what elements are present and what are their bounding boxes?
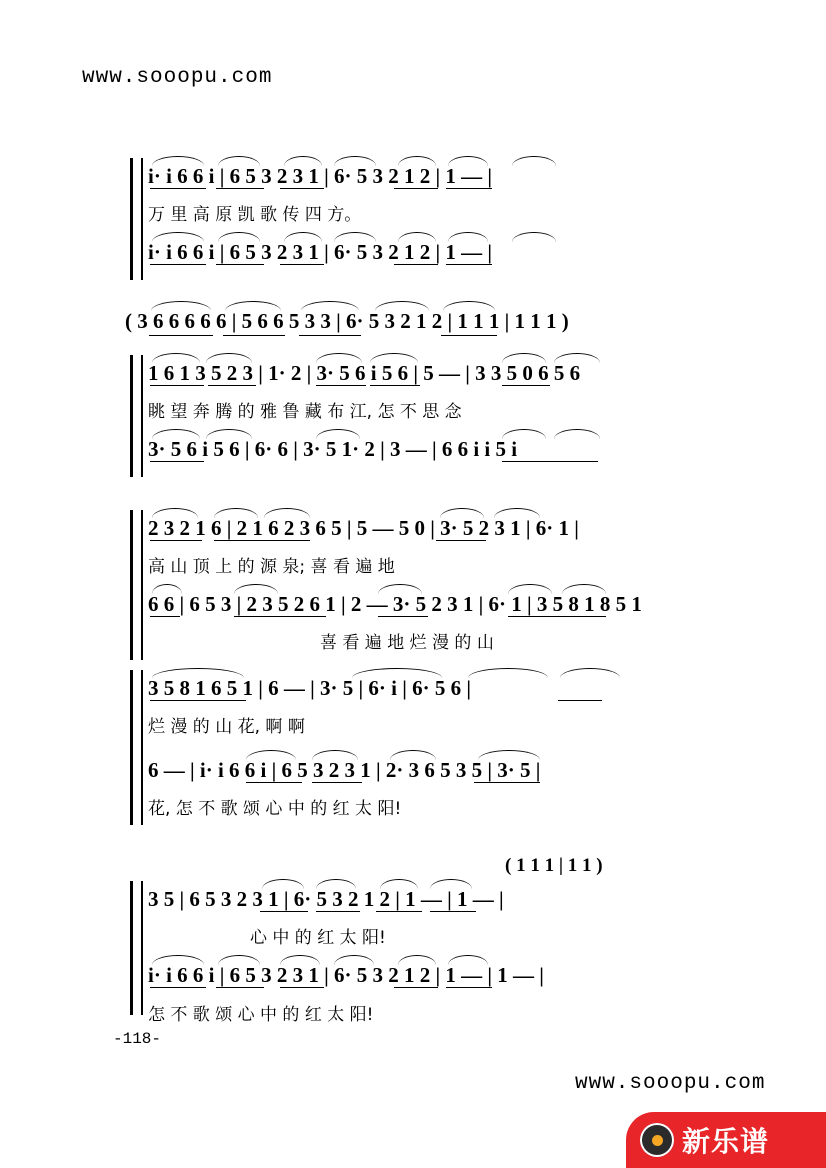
beam-line xyxy=(216,264,264,265)
slur-arc xyxy=(380,879,418,889)
beam-line xyxy=(502,461,598,462)
slur-arc xyxy=(512,156,556,166)
slur-arc xyxy=(284,232,322,242)
system-1-voice-1: i· i 6 6 i | 6 5 3 2 3 1 | 6· 5 3 2 1 2 | 1 — | xyxy=(148,164,493,188)
score-system-3 xyxy=(130,355,710,477)
score-system-2 xyxy=(125,305,720,341)
beam-line xyxy=(280,188,324,189)
slur-arc xyxy=(280,955,320,965)
slur-arc xyxy=(152,584,182,594)
slur-arc xyxy=(448,955,488,965)
slur-arc xyxy=(218,232,260,242)
watermark-bottom: www.sooopu.com xyxy=(575,1072,766,1095)
beam-line xyxy=(378,616,428,617)
score-system-6 xyxy=(130,855,710,1025)
system-5-lyrics-2: 花, 怎 不 歌 颂 心 中 的 红 太 阳! xyxy=(148,799,402,819)
page-number: -118- xyxy=(113,1030,162,1048)
system-6-lyrics-2: 怎 不 歌 颂 心 中 的 红 太 阳! xyxy=(148,1005,374,1025)
slur-arc xyxy=(334,156,376,166)
beam-line xyxy=(474,782,540,783)
beam-line xyxy=(316,911,360,912)
watermark-top: www.sooopu.com xyxy=(82,66,273,89)
score-system-5 xyxy=(130,670,710,825)
slur-arc xyxy=(448,156,488,166)
slur-arc xyxy=(316,429,360,439)
beam-line xyxy=(280,987,324,988)
slur-arc xyxy=(152,156,204,166)
beam-line xyxy=(246,782,302,783)
slur-arc xyxy=(262,879,304,889)
beam-line xyxy=(502,385,550,386)
beam-line xyxy=(150,540,202,541)
slur-arc xyxy=(440,508,484,518)
slur-arc xyxy=(554,353,600,363)
slur-arc xyxy=(560,668,620,678)
slur-arc xyxy=(502,429,546,439)
beam-line xyxy=(214,540,310,541)
record-disc-icon xyxy=(640,1123,674,1157)
system-4-voice-1: 2 3 2 1 6 | 2 1 6 2 3 6 5 | 5 — 5 0 | 3· 5 2 3 1 | 6· 1 | xyxy=(148,516,579,540)
slur-arc xyxy=(448,232,488,242)
slur-arc xyxy=(152,353,200,363)
slur-arc xyxy=(370,353,418,363)
beam-line xyxy=(150,987,206,988)
slur-arc xyxy=(398,955,436,965)
beam-line xyxy=(223,335,285,336)
slur-arc xyxy=(312,750,358,760)
slur-arc xyxy=(478,750,540,760)
beam-line xyxy=(312,782,362,783)
system-3-lyrics: 眺 望 奔 腾 的 雅 鲁 藏 布 江, 怎 不 思 念 xyxy=(148,402,462,422)
system-brace xyxy=(130,510,143,660)
beam-line xyxy=(446,987,492,988)
slur-arc xyxy=(508,584,552,594)
slur-arc xyxy=(246,750,296,760)
beam-line xyxy=(150,188,206,189)
system-4-voice-2: 6 6 | 6 5 3 | 2 3 5 2 6 1 | 2 — 3· 5 2 3 1 | 6· 1 | 3 5 8 1 8 5 1 xyxy=(148,592,642,616)
beam-line xyxy=(150,461,204,462)
system-3-voice-2: 3· 5 6 i 5 6 | 6· 6 | 3· 5 1· 2 | 3 — | 6 6 i i 5 i xyxy=(148,437,518,461)
system-5-voice-2: 6 — | i· i 6 6 i | 6 5 3 2 3 1 | 2· 3 6 5 3 5 | 3· 5 | xyxy=(148,758,541,782)
beam-line xyxy=(299,335,361,336)
logo-label: 新乐谱 xyxy=(682,1125,770,1158)
slur-arc xyxy=(316,879,356,889)
slur-arc xyxy=(152,508,198,518)
slur-arc xyxy=(378,584,422,594)
beam-line xyxy=(150,385,204,386)
beam-line xyxy=(150,616,180,617)
slur-arc xyxy=(512,232,556,242)
slur-arc xyxy=(284,156,322,166)
slur-arc xyxy=(152,429,200,439)
system-1-lyrics: 万 里 高 原 凯 歌 传 四 方。 xyxy=(148,205,362,225)
site-logo xyxy=(626,1112,826,1168)
beam-line xyxy=(208,385,256,386)
slur-arc xyxy=(214,508,258,518)
beam-line xyxy=(436,540,486,541)
beam-line xyxy=(150,264,206,265)
slur-arc xyxy=(218,955,260,965)
beam-line xyxy=(316,385,366,386)
beam-line xyxy=(376,911,422,912)
slur-arc xyxy=(502,353,546,363)
beam-line xyxy=(216,188,264,189)
system-5-lyrics-1: 烂 漫 的 山 花, 啊 啊 xyxy=(148,717,305,737)
system-brace xyxy=(130,670,143,825)
system-brace xyxy=(130,158,143,280)
beam-line xyxy=(394,264,438,265)
system-brace xyxy=(130,355,143,477)
system-6-voice-1: 3 5 | 6 5 3 2 3 1 | 6· 5 3 2 1 2 | 1 — | 1 — | xyxy=(148,887,504,911)
system-1-voice-2: i· i 6 6 i | 6 5 3 2 3 1 | 6· 5 3 2 1 2 | 1 — | xyxy=(148,240,493,264)
beam-line xyxy=(558,700,602,701)
slur-arc xyxy=(554,429,600,439)
slur-arc xyxy=(334,232,376,242)
system-brace xyxy=(130,881,143,1015)
beam-line xyxy=(280,264,324,265)
beam-line xyxy=(446,264,492,265)
slur-arc xyxy=(468,668,548,678)
score-system-1 xyxy=(130,158,710,280)
slur-arc xyxy=(152,955,204,965)
beam-line xyxy=(216,987,264,988)
system-4-lyrics-2: 喜 看 遍 地 烂 漫 的 山 xyxy=(320,633,494,653)
beam-line xyxy=(446,188,492,189)
slur-arc xyxy=(152,232,204,242)
beam-line xyxy=(150,700,246,701)
system-3-voice-1: 1 6 1 3 5 2 3 | 1· 2 | 3· 5 6 i 5 6 | 5 — | 3 3 5 0 6 5 6 xyxy=(148,361,581,385)
system-6-parenthetical: ( 1 1 1 | 1 1 ) xyxy=(505,855,603,876)
slur-arc xyxy=(206,429,252,439)
system-5-voice-1: 3 5 8 1 6 5 1 | 6 — | 3· 5 | 6· i | 6· 5 6 | xyxy=(148,676,471,700)
beam-line xyxy=(394,987,438,988)
slur-arc xyxy=(430,879,472,889)
system-2-parenthetical: ( 3 6 6 6 6 6 | 5 6 6 5 3 3 | 6· 5 3 2 1 2 | 1 1 1 | 1 1 1 ) xyxy=(125,309,569,333)
slur-arc xyxy=(398,232,436,242)
slur-arc xyxy=(151,301,211,311)
slur-arc xyxy=(352,668,442,678)
beam-line xyxy=(234,616,326,617)
slur-arc xyxy=(316,353,362,363)
slur-arc xyxy=(398,156,436,166)
system-4-lyrics-1: 高 山 顶 上 的 源 泉; 喜 看 遍 地 xyxy=(148,557,395,577)
beam-line xyxy=(508,616,606,617)
slur-arc xyxy=(494,508,540,518)
beam-line xyxy=(149,335,213,336)
beam-line xyxy=(260,911,308,912)
system-6-lyrics-1: 心 中 的 红 太 阳! xyxy=(250,928,386,948)
beam-line xyxy=(370,385,420,386)
beam-line xyxy=(430,911,476,912)
slur-arc xyxy=(334,955,374,965)
score-system-4 xyxy=(130,510,710,660)
slur-arc xyxy=(443,301,495,311)
slur-arc xyxy=(390,750,436,760)
slur-arc xyxy=(152,668,244,678)
slur-arc xyxy=(264,508,310,518)
beam-line xyxy=(394,188,438,189)
system-6-voice-2: i· i 6 6 i | 6 5 3 2 3 1 | 6· 5 3 2 1 2 | 1 — | 1 — | xyxy=(148,963,544,987)
beam-line xyxy=(441,335,497,336)
slur-arc xyxy=(218,156,260,166)
slur-arc xyxy=(301,301,359,311)
slur-arc xyxy=(206,353,252,363)
slur-arc xyxy=(375,301,429,311)
slur-arc xyxy=(234,584,278,594)
slur-arc xyxy=(225,301,281,311)
slur-arc xyxy=(562,584,606,594)
